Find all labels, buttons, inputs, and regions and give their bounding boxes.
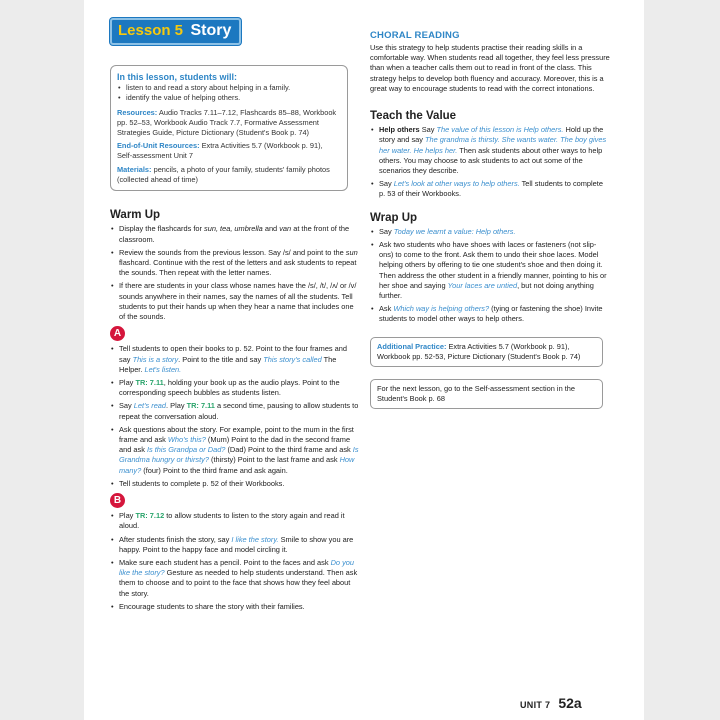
wrap-up-heading: Wrap Up [370,211,418,224]
section-a-item: • Tell students to complete p. 52 of their Workbooks. [110,479,360,489]
unit-label: UNIT 7 [520,700,551,710]
objectives-list [117,83,339,103]
left-column [110,18,360,615]
wrap-up-item: • Ask two students who have shoes with laces or fasteners (not slip-ons) to come to the front. Ask them to undo their shoe laces. Model helping others by offering to tie one student's shoe and then doing it. Then address the other student in a friendly manner, pointing to his or her shoe and saying Your laces are untied, but not doing anything further. [370,240,610,301]
right-column [370,30,610,409]
lesson-badge [110,18,241,45]
section-b-item: • Make sure each student has a pencil. Point to the faces and ask Do you like the story? Gesture as needed to help students understand. Then ask them to choose and to point to the face that shows how they feel about the story. [110,558,360,599]
additional-practice-text: Extra Activities 5.7 (Workbook p. 91), Workbook pp. 52-53, Picture Dictionary (Student's Book p. 74) [377,341,581,361]
teach-value-item: • Say Let's look at other ways to help others. Tell students to complete p. 53 of their Workbooks. [370,179,610,199]
warm-up-item: • If there are students in your class whose names have the /s/, /t/, /ʌ/ or /v/ sounds anywhere in their names, say the names of all the students. Tell students to put their hands up when they hear a name that includes one of the sounds. [110,281,360,322]
wrap-up-list [370,227,610,325]
materials-text: pencils, a photo of your family, students' family photos (collected ahead of time) [117,164,330,184]
objective-item: • identify the value of helping others. [117,93,339,103]
wrap-up-item: • Ask Which way is helping others? (tying or fastening the shoe) Invite students to model other ways to help others. [370,304,610,324]
choral-reading-title: CHORAL READING [370,30,460,41]
wrap-up-item: • Say Today we learnt a value: Help others. [370,227,610,237]
section-b-item: • Play TR: 7.12 to allow students to listen to the story again and read it aloud. [110,511,360,531]
materials-label: Materials: [117,164,152,174]
section-b-item: • Encourage students to share the story with their families. [110,602,360,612]
teach-value-list [370,125,610,200]
lesson-name: Story [190,22,232,39]
warm-up-item: • Review the sounds from the previous lesson. Say /s/ and point to the sun flashcard. Continue with the rest of the letters and ask students to repeat the sounds. Then repeat with the letter names. [110,248,360,279]
choral-reading-body: Use this strategy to help students practise their reading skills in a comfortable way. When students read all together, they feel less pressure than when a teacher calls them out to read in front of the class. This strategy helps to develop both fluency and accuracy. Moreover, this is a great way to encourage students to read with the correct intonations. [370,43,610,93]
next-lesson-box: For the next lesson, go to the Self-assessment section in the Student's Book p. 68 [370,379,603,409]
resources-text: Audio Tracks 7.11–7.12, Flashcards 85–88, Workbook pp. 52–53, Workbook Audio Track 7.7, Formative Assessment Strategies Guide, Picture Dictionary (Student's Book p. 74) [117,107,337,137]
section-a-item: • Play TR: 7.11, holding your book up as the audio plays. Point to the corresponding speech bubbles as students listen. [110,378,360,398]
section-a-marker: A [110,326,125,341]
section-b-item: • After students finish the story, say I like the story. Smile to show you are happy. Point to the happy face and model circling it. [110,535,360,555]
page-footer [520,695,582,711]
materials [117,165,339,185]
warm-up-heading: Warm Up [110,209,161,222]
teach-value-item: • Help others Say The value of this lesson is Help others. Hold up the story and say The grandma is thirsty. She wants water. The boy gives her water. He helps her. Then ask students about other ways to help others. You may choose to ask students to act out some of the scenarios they describe. [370,125,610,176]
section-b-list [110,511,360,612]
additional-practice-label: Additional Practice: [377,341,447,351]
objectives-title: In this lesson, students will: [117,72,238,82]
lesson-number: Lesson 5 [118,22,184,39]
teach-value-heading: Teach the Value [370,110,457,123]
section-a-item: • Ask questions about the story. For example, point to the mum in the first frame and ask Who's this? (Mum) Point to the dad in the second frame and ask Is this Grandpa or Dad? (Dad) Point to the third frame and ask Is Grandma hungry or thirsty? (thirsty) Point to the last frame and ask How many? (four) Point to the third frame and ask again. [110,425,360,476]
section-a-item: • Say Let's read. Play TR: 7.11 a second time, pausing to allow students to repeat the conversation aloud. [110,401,360,421]
page-number: 52a [558,695,582,711]
resources-label: Resources: [117,107,158,117]
section-a-item: • Tell students to open their books to p. 52. Point to the four frames and say This is a story. Point to the title and say This story's called The Helper. Let's listen. [110,344,360,375]
resources [117,108,339,137]
warm-up-list [110,224,360,322]
section-b-marker: B [110,493,125,508]
end-text: Extra Activities 5.7 (Workbook p. 91), Self-assessment Unit 7 [117,141,323,161]
section-a-list [110,344,360,489]
warm-up-item: • Display the flashcards for sun, tea, umbrella and van at the front of the classroom. [110,224,360,244]
lesson-objectives-box [110,65,348,191]
additional-practice-box [370,337,603,367]
end-of-unit-resources [117,141,339,161]
objective-item: • listen to and read a story about helping in a family. [117,83,339,93]
end-label: End-of-Unit Resources: [117,141,200,151]
